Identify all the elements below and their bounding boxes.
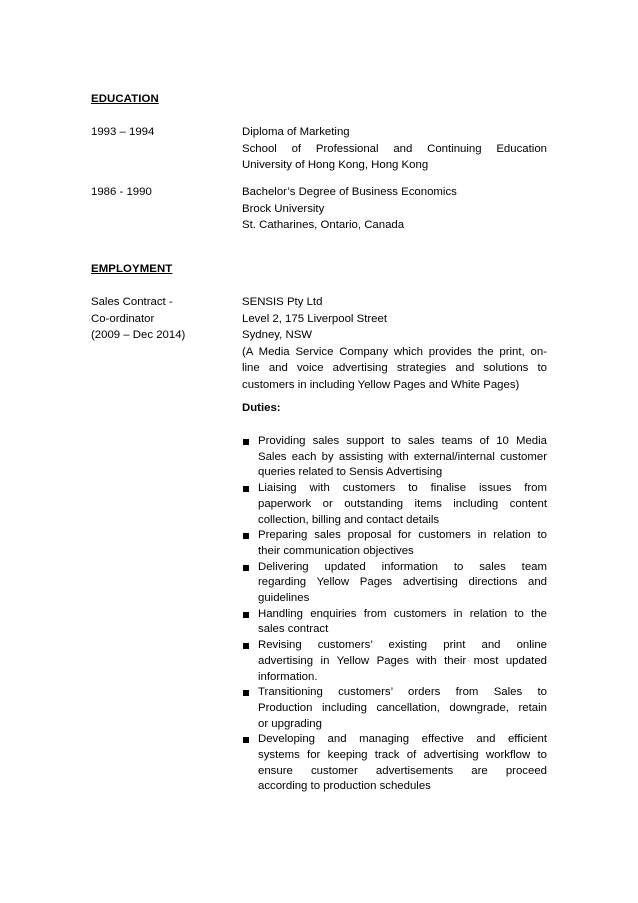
duty-text: Transitioning customers’ orders from Sales to	[258, 686, 547, 699]
period-text: 1993 – 1994	[91, 126, 155, 138]
company-address: Level 2, 175 Liverpool Street	[242, 312, 388, 325]
duty-text: ensure customer advertisements are proceed	[258, 764, 547, 777]
duty-text: sales contract	[258, 623, 329, 636]
duty-item	[242, 732, 547, 795]
company-description: line and voice advertising strategies and solutions to	[242, 362, 547, 374]
duty-text: systems for keeping track of advertising workflow to	[258, 749, 547, 762]
square-bullet-icon	[243, 643, 249, 649]
duty-text: Developing and managing effective and efficient	[258, 733, 547, 746]
duties-label: Duties:	[242, 402, 281, 414]
duty-text: regarding Yellow Pages advertising directions and	[258, 576, 547, 589]
institution-location: University of Hong Kong, Hong Kong	[242, 159, 429, 171]
qualification-name: Bachelor’s Degree of Business Economics	[242, 186, 457, 198]
duty-text: Providing sales support to sales teams of 10 Media	[258, 435, 547, 447]
company-description: customers in including Yellow Pages and White Pages)	[242, 378, 520, 391]
duty-item	[242, 607, 547, 638]
duty-text: Revising customers’ existing print and online	[258, 639, 547, 652]
duties-list	[242, 434, 547, 795]
square-bullet-icon	[243, 486, 249, 492]
education-heading: EDUCATION	[91, 93, 159, 105]
job-title: Co-ordinator	[91, 312, 155, 325]
duty-text: Delivering updated information to sales team	[258, 560, 547, 573]
duty-item	[242, 434, 547, 481]
education-entry-1	[242, 124, 547, 174]
institution-name: School of Professional and Continuing Education	[242, 142, 547, 155]
company-description: (A Media Service Company which provides the print, on-	[242, 345, 547, 358]
square-bullet-icon	[243, 690, 249, 696]
duty-text: information.	[258, 670, 318, 683]
qualification-name: Diploma of Marketing	[242, 126, 350, 138]
company-city: Sydney, NSW	[242, 329, 313, 341]
duty-text: Preparing sales proposal for customers in relation to	[258, 529, 547, 542]
education-period-1	[91, 124, 231, 141]
square-bullet-icon	[243, 737, 249, 743]
company-block	[242, 294, 547, 393]
job-period: (2009 – Dec 2014)	[91, 329, 186, 341]
institution-location: St. Catharines, Ontario, Canada	[242, 219, 405, 231]
duty-item	[242, 528, 547, 559]
duty-text: Liaising with customers to finalise issues from	[258, 482, 547, 495]
duty-text: or upgrading	[258, 717, 322, 730]
company-name: SENSIS Pty Ltd	[242, 296, 323, 308]
duty-text: guidelines	[258, 592, 310, 605]
duty-item	[242, 560, 547, 607]
duty-text: queries related to Sensis Advertising	[258, 466, 443, 479]
duty-text: Production including cancellation, downgrade, retain	[258, 701, 547, 714]
square-bullet-icon	[243, 439, 249, 445]
institution-name: Brock University	[242, 202, 325, 215]
job-title-block	[91, 294, 231, 344]
duty-text: Sales each by assisting with external/internal customer	[258, 450, 547, 463]
duty-text: according to production schedules	[258, 780, 431, 793]
duty-text: advertising in Yellow Pages with their most updated	[258, 654, 547, 667]
period-text: 1986 - 1990	[91, 186, 152, 198]
employment-heading: EMPLOYMENT	[91, 263, 173, 275]
duty-item	[242, 638, 547, 685]
job-title: Sales Contract -	[91, 296, 173, 308]
square-bullet-icon	[243, 612, 249, 618]
duty-text: Handling enquiries from customers in relation to the	[258, 607, 547, 620]
duty-text: collection, billing and contact details	[258, 513, 440, 526]
square-bullet-icon	[243, 533, 249, 539]
duty-item	[242, 685, 547, 732]
education-period-2	[91, 184, 231, 201]
duty-item	[242, 481, 547, 528]
duty-text: paperwork or outstanding items including content	[258, 497, 547, 510]
square-bullet-icon	[243, 565, 249, 571]
duty-text: their communication objectives	[258, 544, 414, 557]
education-entry-2	[242, 184, 547, 234]
